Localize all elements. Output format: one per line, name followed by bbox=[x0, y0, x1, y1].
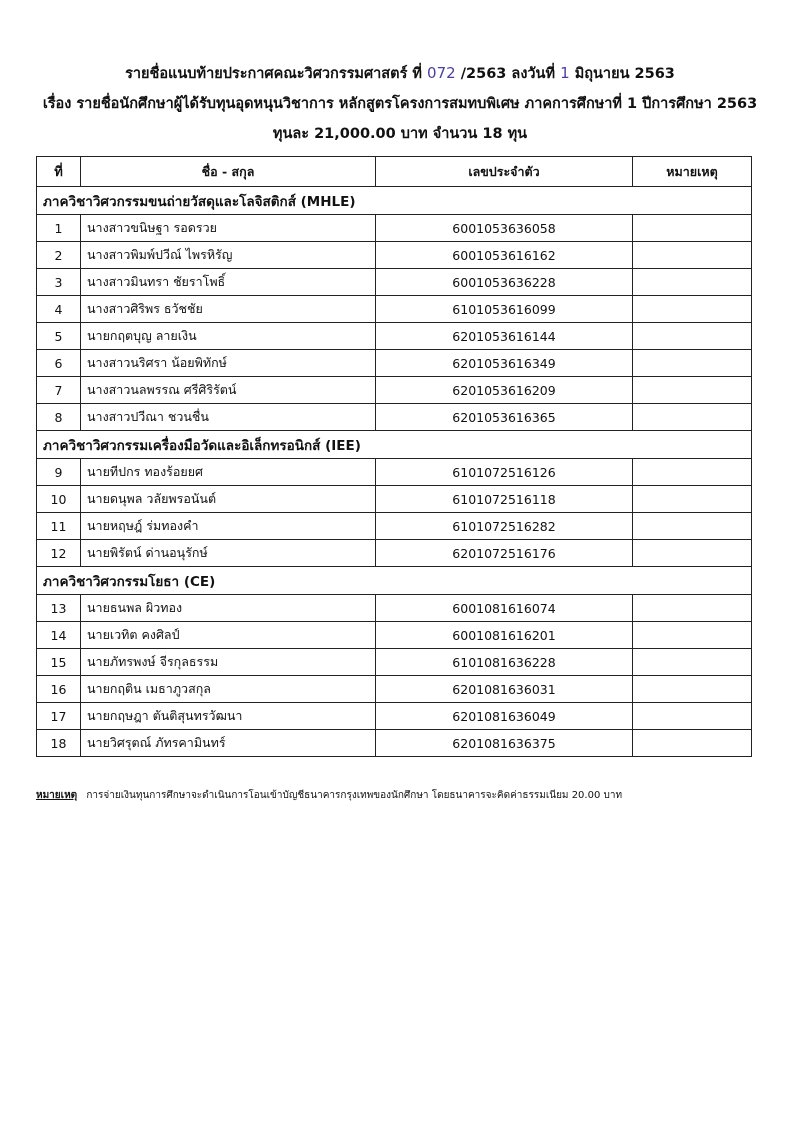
student-id: 6101053616099 bbox=[376, 296, 633, 323]
footnote bbox=[36, 788, 622, 803]
table-header-row bbox=[37, 157, 752, 187]
row-note bbox=[633, 486, 752, 513]
table-row bbox=[37, 350, 752, 377]
table-row bbox=[37, 459, 752, 486]
table-row bbox=[37, 622, 752, 649]
row-note bbox=[633, 540, 752, 567]
student-id: 6101072516118 bbox=[376, 486, 633, 513]
header-line-2: เรื่อง รายชื่อนักศึกษาผู้ได้รับทุนอุดหนุนวิชาการ หลักสูตรโครงการสมทบพิเศษ ภาคการศึกษาที่ 1 ปีการศึกษา 2563 bbox=[42, 96, 758, 112]
table-row bbox=[37, 296, 752, 323]
row-note bbox=[633, 595, 752, 622]
student-id: 6001081616074 bbox=[376, 595, 633, 622]
header-title-date: มิถุนายน 2563 bbox=[574, 66, 675, 82]
student-name: นางสาวปวีณา ชวนชื่น bbox=[81, 404, 376, 431]
table-row bbox=[37, 215, 752, 242]
row-note bbox=[633, 215, 752, 242]
student-id: 6201081636375 bbox=[376, 730, 633, 757]
table-row bbox=[37, 377, 752, 404]
row-note bbox=[633, 377, 752, 404]
student-id: 6201053616144 bbox=[376, 323, 633, 350]
student-name: นายกฤติน เมธาภูวสกุล bbox=[81, 676, 376, 703]
section-header-row bbox=[37, 567, 752, 595]
row-note bbox=[633, 459, 752, 486]
column-header-name: ชื่อ - สกุล bbox=[81, 157, 376, 187]
header-line-3: ทุนละ 21,000.00 บาท จำนวน 18 ทุน bbox=[272, 126, 528, 142]
row-number: 8 bbox=[37, 404, 81, 431]
row-number: 9 bbox=[37, 459, 81, 486]
section-header-row bbox=[37, 187, 752, 215]
footnote-label: หมายเหตุ bbox=[36, 790, 78, 801]
row-note bbox=[633, 676, 752, 703]
student-name: นางสาวขนิษฐา รอดรวย bbox=[81, 215, 376, 242]
row-number: 4 bbox=[37, 296, 81, 323]
row-note bbox=[633, 242, 752, 269]
student-name: นายกฤษฎา ตันติสุนทรวัฒนา bbox=[81, 703, 376, 730]
student-name: นายวิศรุตณ์ ภัทรคามินทร์ bbox=[81, 730, 376, 757]
student-id: 6001053636228 bbox=[376, 269, 633, 296]
announcement-number: 072 bbox=[427, 64, 456, 82]
table-row bbox=[37, 323, 752, 350]
student-id: 6201053616349 bbox=[376, 350, 633, 377]
row-note bbox=[633, 730, 752, 757]
student-name: นายกฤตบุญ ลายเงิน bbox=[81, 323, 376, 350]
row-number: 10 bbox=[37, 486, 81, 513]
student-name: นายหฤษฎ์ ร่มทองคำ bbox=[81, 513, 376, 540]
row-number: 12 bbox=[37, 540, 81, 567]
student-id: 6101072516126 bbox=[376, 459, 633, 486]
row-number: 17 bbox=[37, 703, 81, 730]
header-title-middle: /2563 ลงวันที่ bbox=[460, 66, 556, 82]
row-number: 14 bbox=[37, 622, 81, 649]
announcement-day: 1 bbox=[560, 64, 570, 82]
section-title: ภาควิชาวิศวกรรมขนถ่ายวัสดุและโลจิสติกส์ (MHLE) bbox=[37, 187, 752, 215]
row-number: 15 bbox=[37, 649, 81, 676]
row-note bbox=[633, 296, 752, 323]
student-id: 6201081636031 bbox=[376, 676, 633, 703]
student-name: นางสาวนลพรรณ ศรีศิริรัตน์ bbox=[81, 377, 376, 404]
row-number: 6 bbox=[37, 350, 81, 377]
student-name: นายธนพล ผิวทอง bbox=[81, 595, 376, 622]
column-header-id: เลขประจำตัว bbox=[376, 157, 633, 187]
table-body bbox=[37, 187, 752, 757]
student-id: 6201053616365 bbox=[376, 404, 633, 431]
column-header-note: หมายเหตุ bbox=[633, 157, 752, 187]
section-title: ภาควิชาวิศวกรรมเครื่องมือวัดและอิเล็กทรอนิกส์ (IEE) bbox=[37, 431, 752, 459]
table-row bbox=[37, 595, 752, 622]
header-line-1 bbox=[0, 58, 800, 89]
student-id: 6001081616201 bbox=[376, 622, 633, 649]
row-note bbox=[633, 622, 752, 649]
footnote-text: การจ่ายเงินทุนการศึกษาจะดำเนินการโอนเข้าบัญชีธนาคารกรุงเทพของนักศึกษา โดยธนาคารจะคิดค่าธรรมเนียม 20.00 บาท bbox=[86, 790, 623, 801]
table-row bbox=[37, 269, 752, 296]
student-id: 6001053616162 bbox=[376, 242, 633, 269]
table-row bbox=[37, 703, 752, 730]
student-id: 6101081636228 bbox=[376, 649, 633, 676]
header-title-prefix: รายชื่อแนบท้ายประกาศคณะวิศวกรรมศาสตร์ ที่ bbox=[125, 66, 422, 82]
row-number: 16 bbox=[37, 676, 81, 703]
section-header-row bbox=[37, 431, 752, 459]
student-id: 6101072516282 bbox=[376, 513, 633, 540]
student-name: นายทีปกร ทองร้อยยศ bbox=[81, 459, 376, 486]
column-header-no: ที่ bbox=[37, 157, 81, 187]
student-id: 6001053636058 bbox=[376, 215, 633, 242]
row-note bbox=[633, 404, 752, 431]
row-number: 1 bbox=[37, 215, 81, 242]
table-row bbox=[37, 676, 752, 703]
row-number: 13 bbox=[37, 595, 81, 622]
row-number: 3 bbox=[37, 269, 81, 296]
row-note bbox=[633, 323, 752, 350]
scholarship-table bbox=[36, 156, 752, 757]
student-name: นางสาวนริศรา น้อยพิทักษ์ bbox=[81, 350, 376, 377]
row-number: 18 bbox=[37, 730, 81, 757]
table-row bbox=[37, 242, 752, 269]
row-note bbox=[633, 513, 752, 540]
student-id: 6201081636049 bbox=[376, 703, 633, 730]
table-row bbox=[37, 730, 752, 757]
table-row bbox=[37, 486, 752, 513]
row-note bbox=[633, 350, 752, 377]
row-number: 11 bbox=[37, 513, 81, 540]
student-name: นายพิรัตน์ ด่านอนุรักษ์ bbox=[81, 540, 376, 567]
student-id: 6201072516176 bbox=[376, 540, 633, 567]
student-name: นางสาวศิริพร ธวัชชัย bbox=[81, 296, 376, 323]
student-name: นางสาวมินทรา ชัยราโพธิ์ bbox=[81, 269, 376, 296]
row-number: 5 bbox=[37, 323, 81, 350]
student-id: 6201053616209 bbox=[376, 377, 633, 404]
table-row bbox=[37, 404, 752, 431]
row-note bbox=[633, 269, 752, 296]
table-row bbox=[37, 649, 752, 676]
row-number: 2 bbox=[37, 242, 81, 269]
table-row bbox=[37, 540, 752, 567]
row-note bbox=[633, 703, 752, 730]
section-title: ภาควิชาวิศวกรรมโยธา (CE) bbox=[37, 567, 752, 595]
table-row bbox=[37, 513, 752, 540]
student-name: นายดนุพล วลัยพรอนันต์ bbox=[81, 486, 376, 513]
student-name: นางสาวพิมพ์ปวีณ์ ไพรหิรัญ bbox=[81, 242, 376, 269]
document-header bbox=[0, 58, 800, 149]
row-number: 7 bbox=[37, 377, 81, 404]
row-note bbox=[633, 649, 752, 676]
student-name: นายภัทรพงษ์ จีรกุลธรรม bbox=[81, 649, 376, 676]
student-name: นายเวทิต คงศิลป์ bbox=[81, 622, 376, 649]
